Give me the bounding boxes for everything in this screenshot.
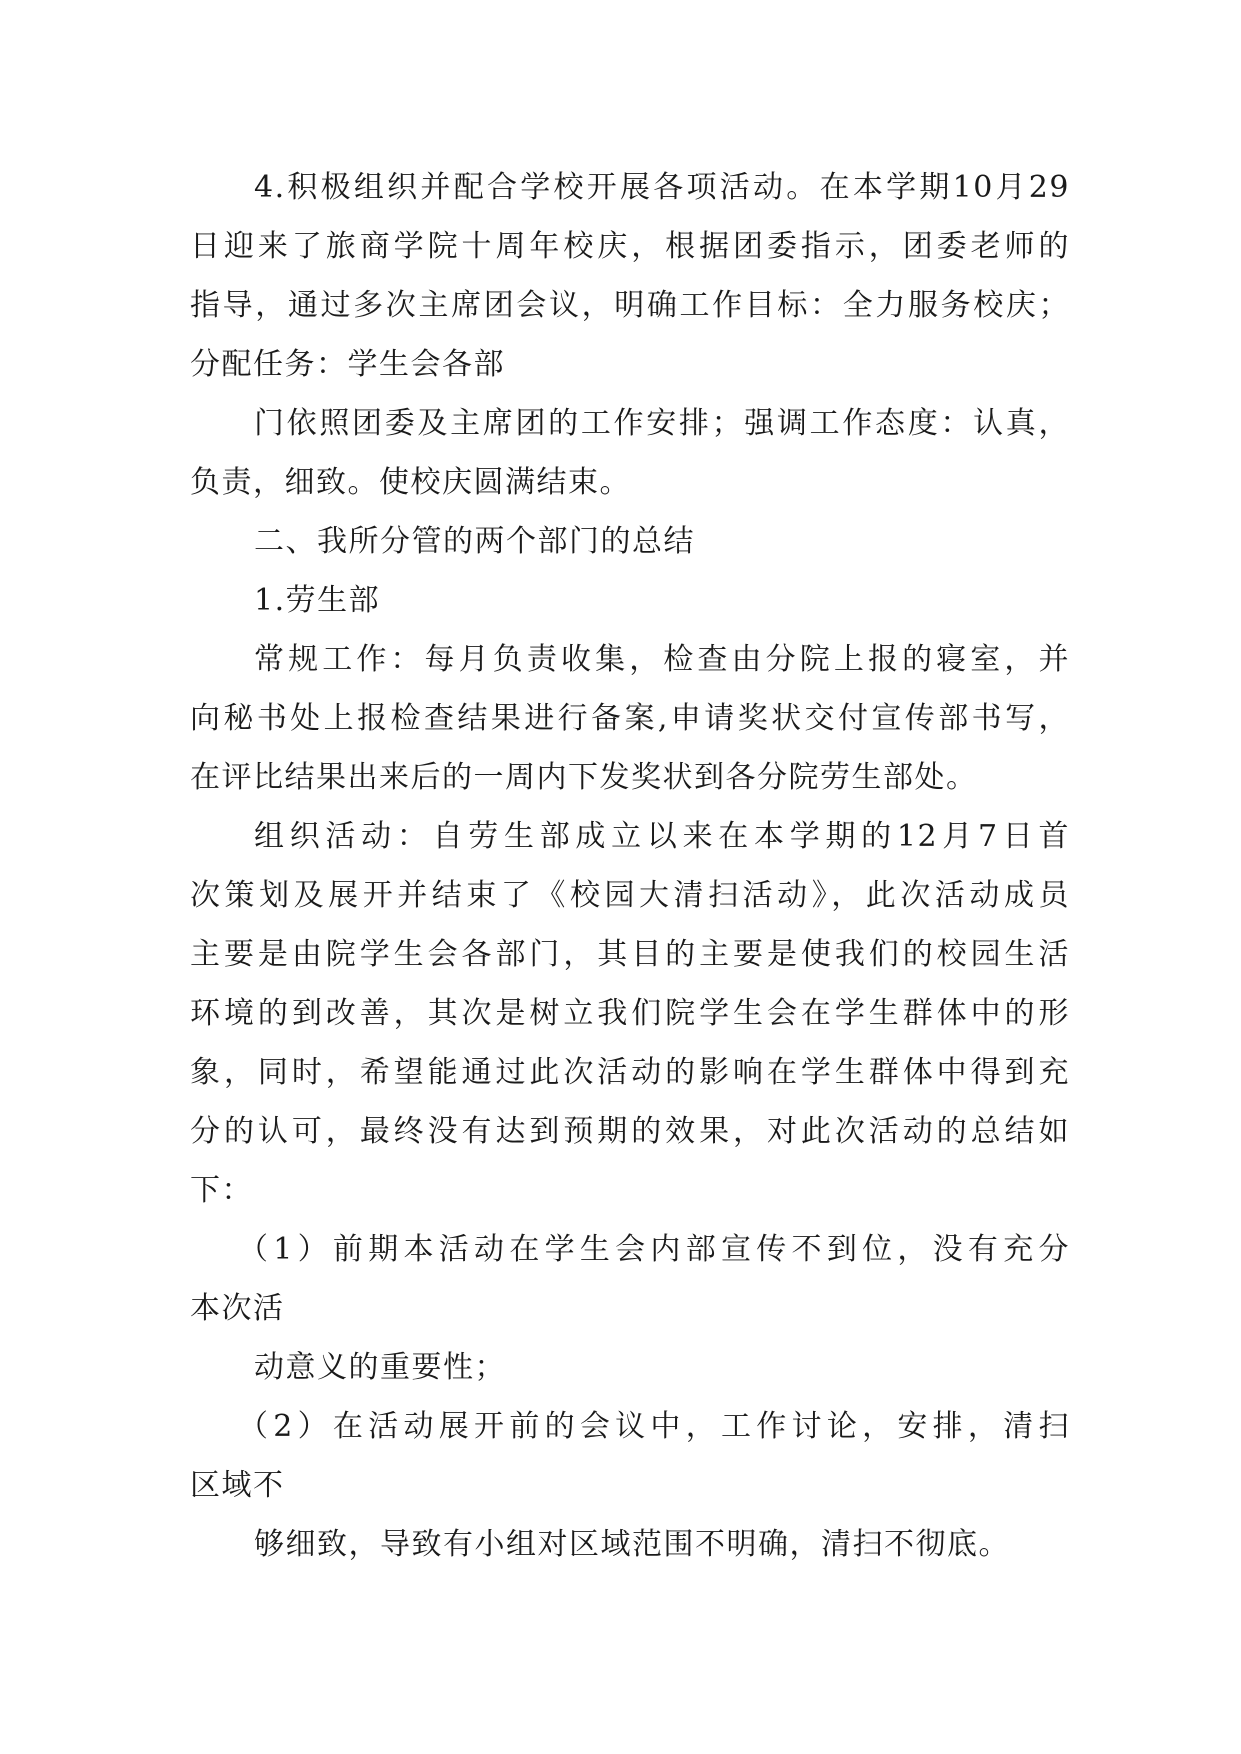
text-line: 组织活动：自劳生部成立以来在本学期的12月7日首 [254,819,1070,854]
text-line: 在评比结果出来后的一周内下发奖状到各分院劳生部处。 [190,760,978,795]
list-item-line: （2）在活动展开前的会议中，工作讨论，安排，清扫 [238,1409,1070,1444]
text-line: 下： [190,1173,253,1208]
text-line: 向秘书处上报检查结果进行备案,申请奖状交付宣传部书写， [190,701,1070,736]
text-line: 主要是由院学生会各部门，其目的主要是使我们的校园生活 [190,937,1070,972]
text-line: 分的认可，最终没有达到预期的效果，对此次活动的总结如 [190,1114,1070,1149]
text-line: 日迎来了旅商学院十周年校庆，根据团委指示，团委老师的 [190,229,1070,264]
text-line: 环境的到改善，其次是树立我们院学生会在学生群体中的形 [190,996,1070,1031]
list-item-line: （1）前期本活动在学生会内部宣传不到位，没有充分 [238,1232,1070,1267]
text-line: 次策划及展开并结束了《校园大清扫活动》，此次活动成员 [190,878,1070,913]
section-heading: 二、我所分管的两个部门的总结 [254,524,695,559]
text-line: 4.积极组织并配合学校开展各项活动。在本学期10月29 [254,170,1070,205]
document-body [190,158,1070,1574]
text-line: 门依照团委及主席团的工作安排；强调工作态度：认真， [254,406,1070,441]
text-line: 分配任务：学生会各部 [190,347,505,382]
text-line: 象，同时，希望能通过此次活动的影响在学生群体中得到充 [190,1055,1070,1090]
text-line: 动意义的重要性； [254,1350,506,1385]
text-line: 够细致，导致有小组对区域范围不明确，清扫不彻底。 [254,1527,1010,1562]
subsection-heading: 1.劳生部 [254,583,381,618]
text-line: 负责，细致。使校庆圆满结束。 [190,465,631,500]
text-line: 指导，通过多次主席团会议，明确工作目标：全力服务校庆； [190,288,1070,323]
text-line: 区域不 [190,1468,285,1503]
text-line: 本次活 [190,1291,285,1326]
text-line: 常规工作：每月负责收集，检查由分院上报的寝室，并 [254,642,1070,677]
